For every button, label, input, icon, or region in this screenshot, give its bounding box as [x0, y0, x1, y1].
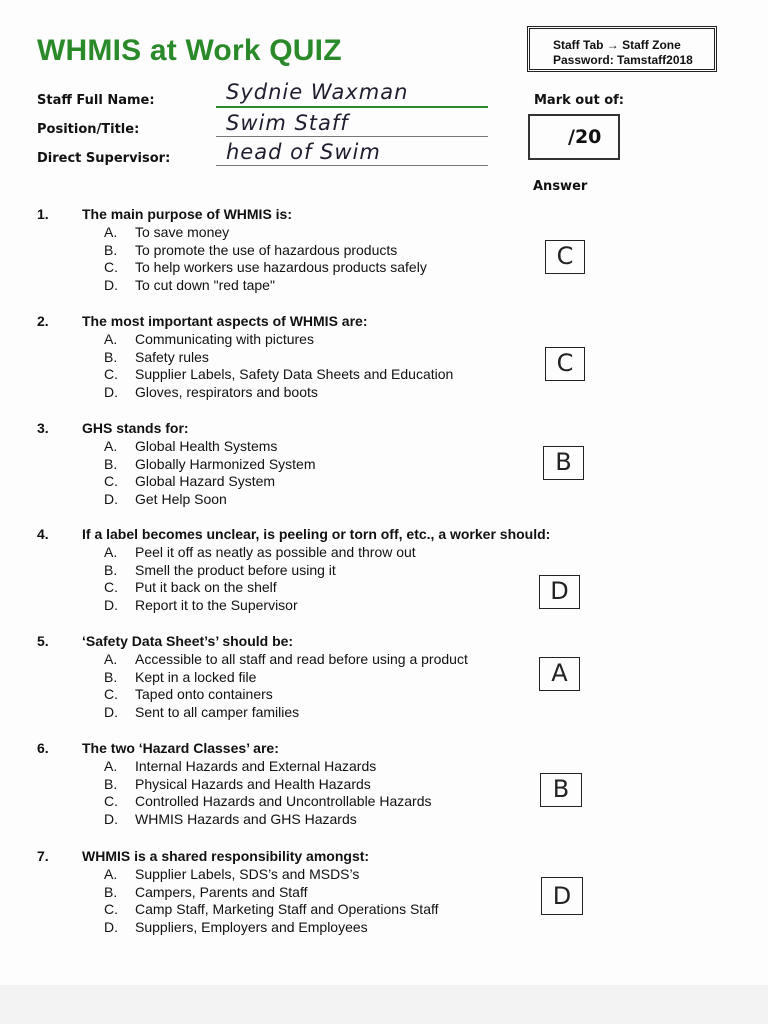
option-a: A. To save money	[104, 224, 230, 240]
option-d: D. Report it to the Supervisor	[104, 597, 298, 614]
question-3	[37, 420, 597, 509]
question-number: 5.	[37, 633, 49, 649]
option-d: D. To cut down "red tape"	[104, 277, 275, 294]
staff-name-value[interactable]: Sydnie Waxman	[226, 80, 409, 104]
option-c: C. To help workers use hazardous products safely	[104, 259, 427, 276]
option-a: A. Global Health Systems	[104, 438, 278, 454]
question-text: WHMIS is a shared responsibility amongst:	[82, 848, 370, 864]
position-line	[216, 136, 488, 137]
question-number: 2.	[37, 313, 49, 329]
answer-column-label: Answer	[533, 179, 588, 194]
option-d: D. WHMIS Hazards and GHS Hazards	[104, 811, 357, 828]
option-b: B. Campers, Parents and Staff	[104, 883, 308, 900]
question-2	[37, 313, 597, 402]
option-c: C. Camp Staff, Marketing Staff and Operations Staff	[104, 901, 439, 918]
option-d: D. Sent to all camper families	[104, 704, 300, 721]
question-text: GHS stands for:	[82, 420, 189, 436]
question-number: 4.	[37, 526, 49, 542]
question-6	[37, 740, 597, 829]
scan-bottom-margin	[0, 985, 768, 1024]
answer-box-4[interactable]: D	[539, 575, 580, 609]
option-c: C. Supplier Labels, Safety Data Sheets and Education	[104, 366, 454, 383]
position-value[interactable]: Swim Staff	[226, 111, 349, 135]
question-text: ‘Safety Data Sheet’s’ should be:	[82, 633, 294, 649]
option-a: A. Internal Hazards and External Hazards	[104, 758, 377, 774]
supervisor-label: Direct Supervisor:	[37, 151, 171, 166]
option-b: B. Safety rules	[104, 348, 209, 365]
option-b: B. Globally Harmonized System	[104, 455, 316, 472]
supervisor-line	[216, 165, 488, 166]
supervisor-value[interactable]: head of Swim	[226, 140, 381, 164]
staff-name-line	[216, 106, 488, 108]
question-number: 6.	[37, 740, 49, 756]
password-box-line1: Staff Tab → Staff Zone	[553, 38, 681, 52]
mark-box[interactable]: /20	[528, 114, 620, 160]
question-text: If a label becomes unclear, is peeling or torn off, etc., a worker should:	[82, 526, 551, 542]
question-5	[37, 633, 597, 722]
answer-box-7[interactable]: D	[541, 877, 583, 915]
option-a: A. Communicating with pictures	[104, 331, 314, 347]
question-text: The most important aspects of WHMIS are:	[82, 313, 368, 329]
option-b: B. To promote the use of hazardous products	[104, 241, 398, 258]
option-c: C. Controlled Hazards and Uncontrollable Hazards	[104, 793, 432, 810]
question-text: The main purpose of WHMIS is:	[82, 206, 293, 222]
question-1	[37, 206, 597, 295]
question-number: 1.	[37, 206, 49, 222]
question-number: 3.	[37, 420, 49, 436]
mark-label: Mark out of:	[534, 93, 625, 108]
option-c: C. Taped onto containers	[104, 686, 273, 703]
option-d: D. Get Help Soon	[104, 491, 227, 508]
option-b: B. Smell the product before using it	[104, 561, 336, 578]
option-b: B. Kept in a locked file	[104, 668, 257, 685]
question-number: 7.	[37, 848, 49, 864]
option-c: C. Put it back on the shelf	[104, 579, 277, 596]
option-a: A. Supplier Labels, SDS’s and MSDS’s	[104, 866, 360, 882]
option-a: A. Accessible to all staff and read before using a product	[104, 651, 468, 667]
option-a: A. Peel it off as neatly as possible and throw out	[104, 544, 416, 560]
option-d: D. Gloves, respirators and boots	[104, 384, 318, 401]
staff-name-label: Staff Full Name:	[37, 93, 155, 108]
answer-box-2[interactable]: C	[545, 347, 585, 381]
question-7	[37, 848, 597, 937]
position-label: Position/Title:	[37, 122, 140, 137]
option-c: C. Global Hazard System	[104, 473, 276, 490]
quiz-title: WHMIS at Work QUIZ	[37, 34, 342, 67]
answer-box-1[interactable]: C	[545, 240, 585, 274]
option-b: B. Physical Hazards and Health Hazards	[104, 775, 371, 792]
answer-box-6[interactable]: B	[540, 773, 582, 807]
option-d: D. Suppliers, Employers and Employees	[104, 919, 368, 936]
answer-box-3[interactable]: B	[543, 446, 584, 480]
answer-box-5[interactable]: A	[539, 657, 580, 691]
question-4	[37, 526, 597, 615]
password-box-line2: Password: Tamstaff2018	[553, 53, 693, 67]
question-text: The two ‘Hazard Classes’ are:	[82, 740, 279, 756]
password-box	[527, 26, 717, 72]
